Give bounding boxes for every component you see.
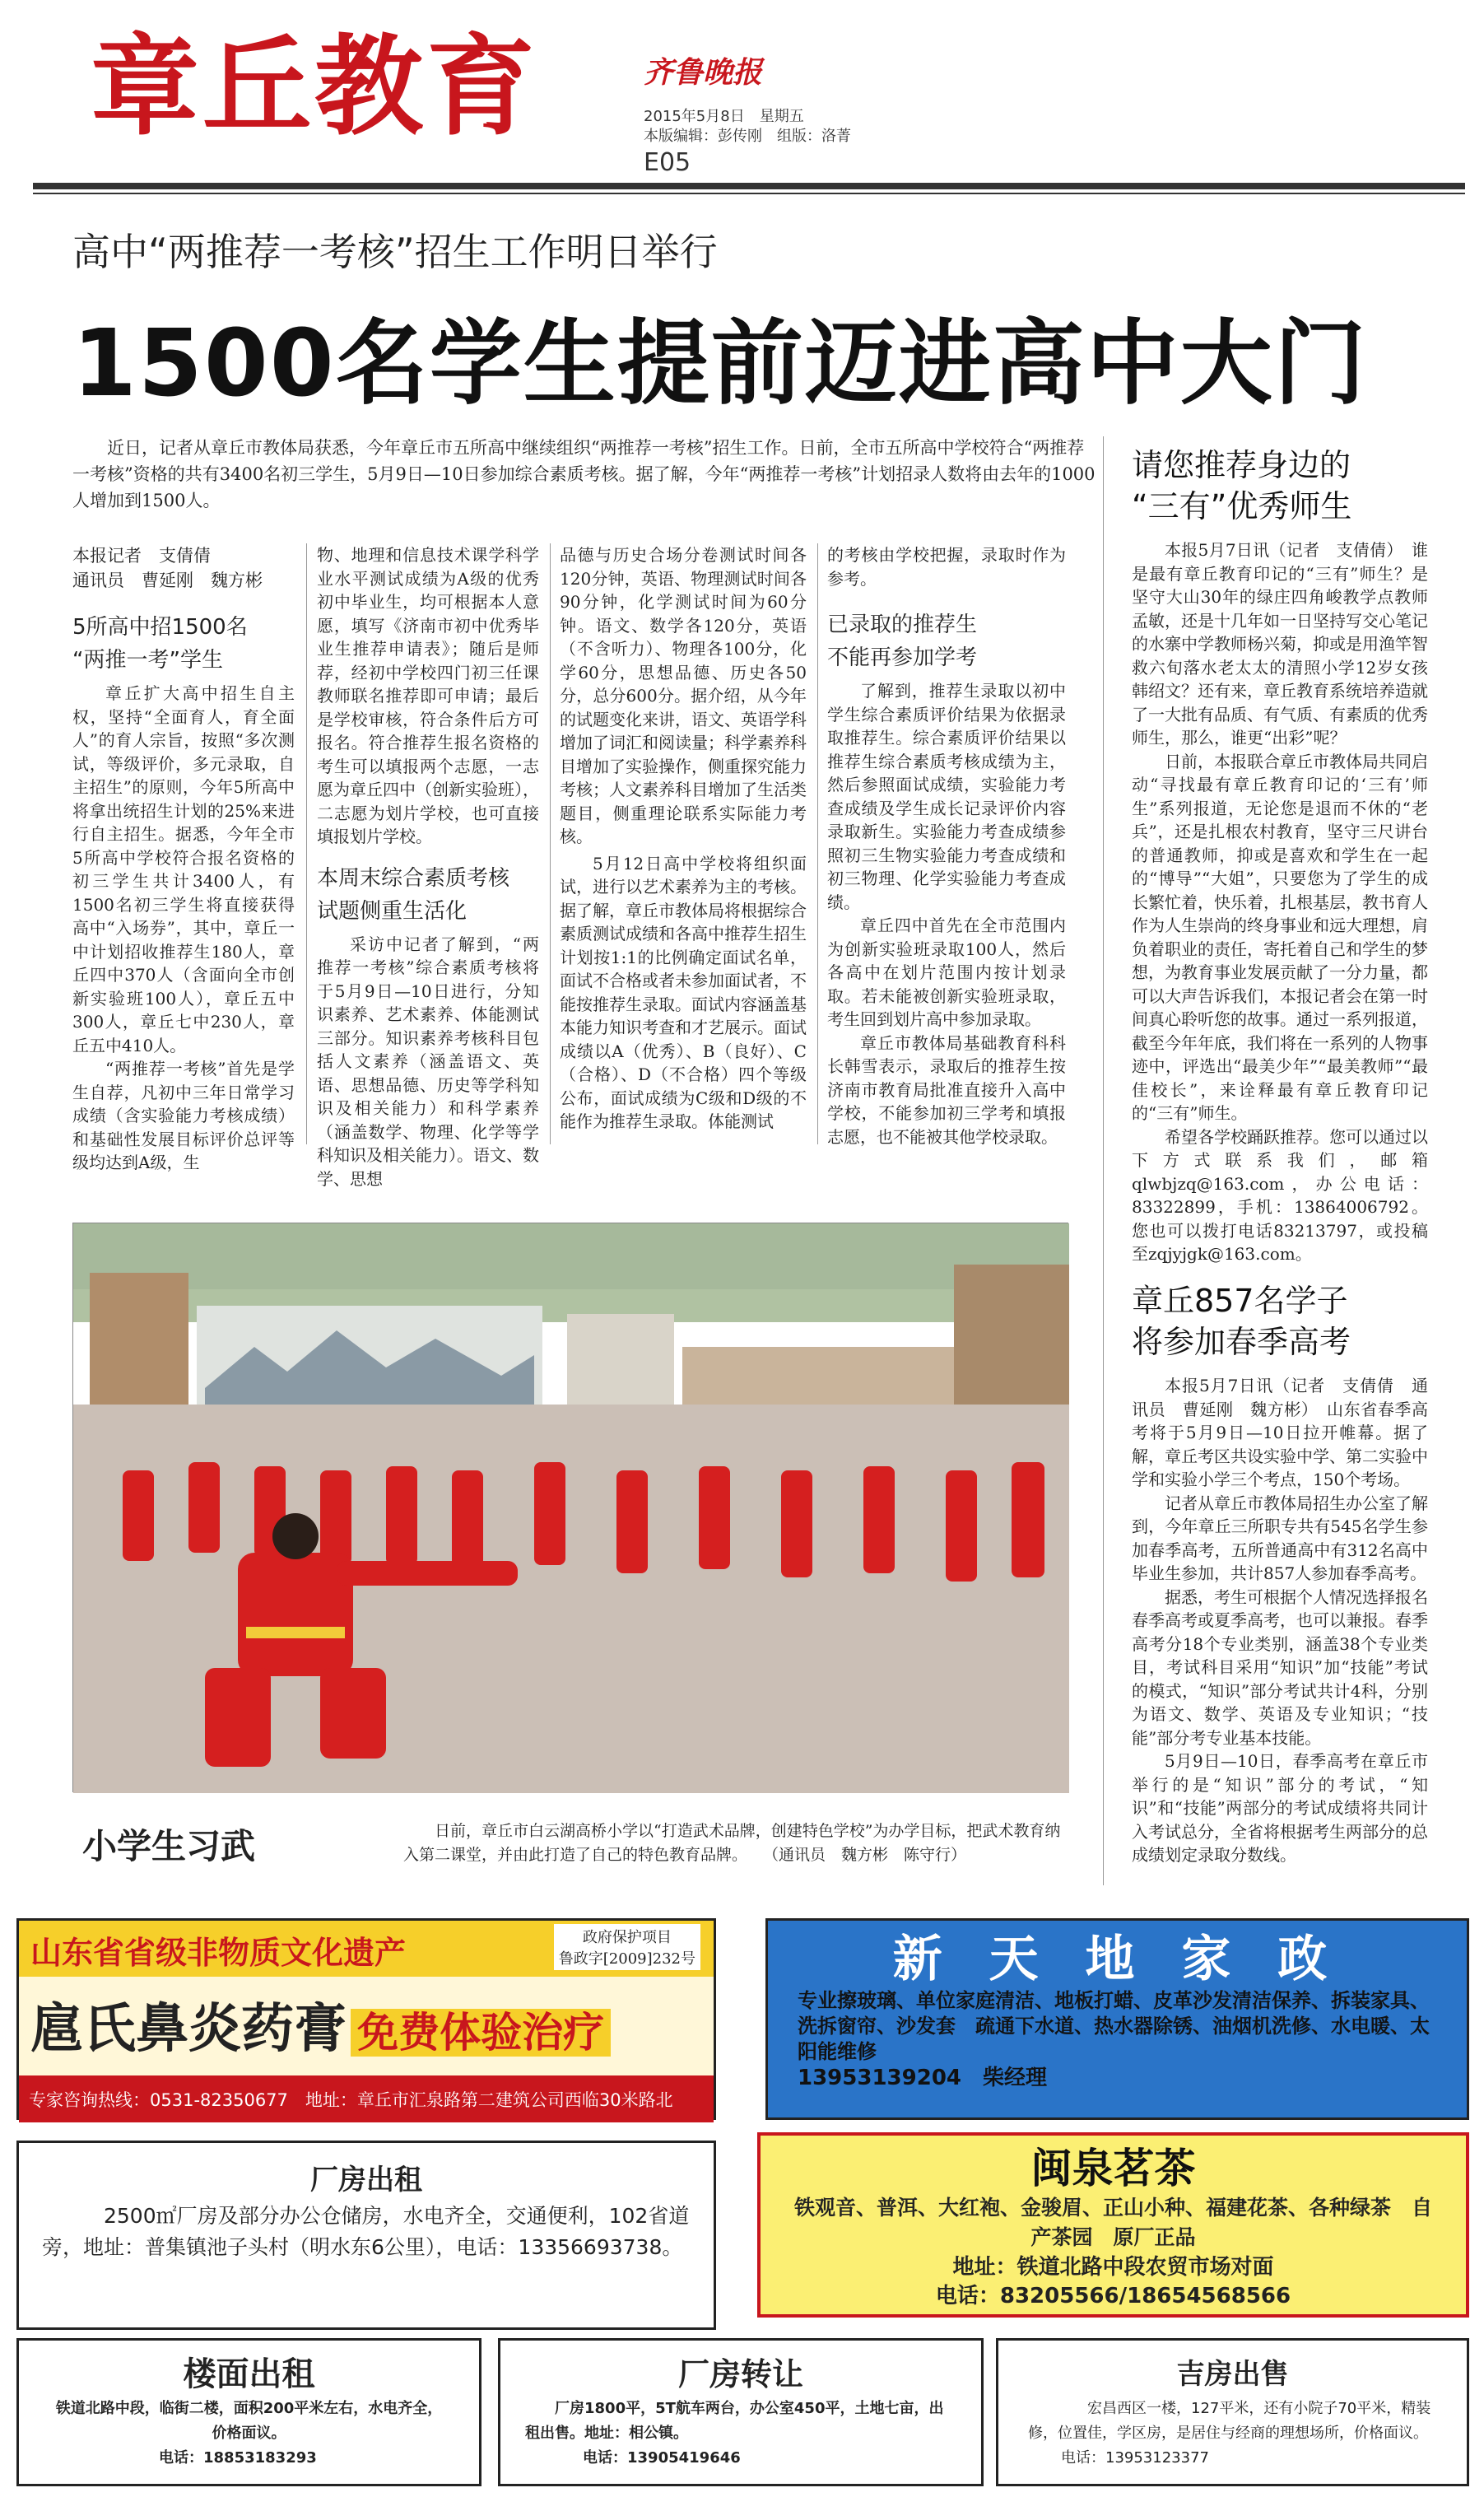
issue-date: 2015年5月8日 星期五 — [644, 108, 804, 125]
right-headline: “三有”优秀师生 — [1132, 488, 1352, 524]
header-rule — [33, 183, 1465, 189]
ad-gov-number: 鲁政字[2009]232号 — [558, 1950, 695, 1968]
paragraph: 5月9日—10日，春季高考在章丘市举行的是“知识”部分的考试，“知识”和“技能”两部分的考试成绩将共同计入考试总分，全省将根据考生两部分的总成绩划定录取分数线。 — [1132, 1751, 1428, 1865]
article-column-3 — [560, 543, 807, 1144]
ad-phone: 13953139204 柴经理 — [798, 2066, 1047, 2090]
section-heading: 试题侧重生活化 — [317, 898, 468, 924]
paragraph: 品德与历史合场分卷测试时间各120分钟，英语、物理测试时间各90分钟，化学测试时间为60分钟。语文、数学各120分，英语（不含听力）、物理各100分，化学60分，思想品德、历史各50分，总分600分。据介绍，从今年的试题变化来讲，语文、英语学科增加了词汇和阅读量；科学素养科目增加了实验操作，侧重探究能力考核；人文素养科目增加了生活类题目，侧重理论联系实际能力考核。 — [560, 545, 807, 846]
paragraph: 记者从章丘市教体局招生办公室了解到，今年章丘三所职专共有545名学生参加春季高考，五所普通高中有312名高中毕业生参加，共计857人参加春季高考。 — [1132, 1493, 1428, 1583]
newspaper-logo: 齐鲁晚报 — [644, 55, 763, 90]
byline-correspondent: 通讯员 曹延刚 魏方彬 — [72, 571, 263, 590]
column-divider — [817, 543, 818, 1144]
right-headline: 将参加春季高考 — [1132, 1324, 1351, 1360]
byline-reporter: 本报记者 支倩倩 — [72, 546, 211, 566]
header-rule-thin — [33, 193, 1465, 194]
ad-title: 厂房转让 — [677, 2356, 803, 2392]
article-column-2 — [317, 543, 539, 1189]
article-column-4 — [827, 543, 1066, 1147]
ad-body: 宏昌西区一楼，127平米，还有小院子70平米，精装修，位置佳，学区房，是居住与经商的理想场所，价格面议。 — [1028, 2400, 1431, 2442]
ad-gov-label — [554, 1924, 700, 1970]
ad-free-trial: 免费体验治疗 — [351, 2009, 611, 2057]
section-heading: 5所高中招1500名 — [72, 615, 248, 640]
ad-product-strip — [19, 1977, 714, 2075]
paragraph: 本报5月7日讯（记者 支倩倩 通讯员 曹延刚 魏方彬） 山东省春季高考将于5月9日—10日拉开帷幕。据了解，章丘考区共设实验中学、第二实验中学和实验小学三个考点，150个考场。 — [1132, 1376, 1428, 1489]
ad-factory-rent[interactable] — [16, 2141, 716, 2330]
page-number: E05 — [644, 148, 691, 177]
paragraph: 章丘扩大高中招生自主权，坚持“全面育人，育全面人”的育人宗旨，按照“多次测试，等级评价，多元录取，自主招生”的原则，今年5所高中将拿出统招生计划的25%来进行自主招生。据悉，今年全市5所高中学校符合报名资格的初三学生共计3400人，有1500名初三学生将直接获得高中“入场券”，其中，章丘一中计划招收推荐生180人，章丘四中370人（含面向全市创新实验班100人），章丘五中300人，章丘七中230人，章丘五中410人。 — [72, 683, 295, 1055]
ad-floor-rent[interactable] — [16, 2338, 481, 2486]
article-column-1 — [72, 543, 295, 1172]
section-heading: 本周末综合素质考核 — [317, 865, 510, 891]
paragraph: 日前，本报联合章丘市教体局共同启动“寻找最有章丘教育印记的‘三有’师生”系列报道，无论您是退而不休的“老兵”，还是扎根农村教育，坚守三尺讲台的普通教师，抑或是喜欢和学生在一起的“博导”“大姐”，只要您为了学生的成长繁忙着，快乐着，扎根基层，教书育人作为人生崇尚的终身事业和远大理想，肩负着职业的责任，寄托着自己和学生的梦想，为教育事业发展贡献了一分力量，都可以大声告诉我们，本报记者会在第一时间真心聆听您的故事。通过一系列报道，截至今年年底，我们将在一系列的人物事迹中，评选出“最美少年”“最美教师”“最佳校长”，来诠释最有章丘教育印记的“三有”师生。 — [1132, 751, 1428, 1123]
section-heading: 已录取的推荐生 — [827, 613, 978, 637]
issue-meta — [644, 107, 851, 147]
editor-line: 本版编辑：彭传刚 组版：洛菁 — [644, 128, 851, 145]
paragraph: 物、地理和信息技术课学科学业水平测试成绩为A级的优秀初中毕业生，均可根据本人意愿，填写《济南市初中优秀毕业生推荐申请表》；随后是师荐，经初中学校四门初三任课教师联名推荐即可申请；最后是学校审核，符合条件后方可报名。符合推荐生报名资格的考生可以填报两个志愿，一志愿为章丘四中（创新实验班），二志愿为划片学校，也可直接填报划片学校。 — [317, 545, 539, 846]
paragraph: 的考核由学校把握，录取时作为参考。 — [827, 545, 1066, 589]
ad-title: 闽泉茗茶 — [1030, 2145, 1196, 2192]
ad-header-strip — [19, 1921, 714, 1977]
column-divider — [550, 543, 551, 1144]
ad-phone: 电话：13953123377 — [1061, 2449, 1209, 2467]
paragraph: 本报5月7日讯（记者 支倩倩） 谁是最有章丘教育印记的“三有”师生？是坚守大山30年的绿庄四角峻教学点教师孟敏，还是十几年如一日坚持写交心笔记的水寨中学教师杨兴菊，抑或是用渔竿智救六旬落水老太太的清照小学12岁女孩韩绍文？还有来，章丘教育系统培养造就了一大批有品质、有气质、有素质的优秀师生，那么，谁更“出彩”呢？ — [1132, 540, 1428, 748]
right-article-1 — [1132, 445, 1428, 1264]
ad-title: 吉房出售 — [1176, 2358, 1289, 2391]
ad-body: 铁道北路中段，临街二楼，面积200平米左右，水电齐全，价格面议。 — [55, 2400, 443, 2442]
ad-product-name: 扈氏鼻炎药膏 — [30, 1999, 347, 2060]
right-headline: 章丘857名学子 — [1132, 1283, 1348, 1319]
ad-tea[interactable] — [757, 2132, 1469, 2318]
ad-contact: 专家咨询热线：0531-82350677 地址：章丘市汇泉路第二建筑公司西临30米路北 — [19, 2075, 714, 2122]
ad-phone: 电话：18853183293 — [159, 2449, 317, 2467]
ad-body: 2500㎡厂房及部分办公仓储房，水电齐全，交通便利，102省道旁，地址：普集镇池子头村（明水东6公里），电话：13356693738。 — [42, 2204, 690, 2259]
paragraph: 章丘市教体局基础教育科科长韩雪表示，录取后的推荐生按济南市教育局批准直接升入高中学校，不能参加初三学考和填报志愿，也不能被其他学校录取。 — [827, 1032, 1066, 1147]
photo-caption: 日前，章丘市白云湖高桥小学以“打造武术品牌，创建特色学校”为办学目标，把武术教育纳入第二课堂，并由此打造了自己的特色教育品牌。 （通讯员 魏方彬 陈守行） — [403, 1822, 1061, 1864]
ad-phone: 电话：83205566/18654568566 — [935, 2284, 1291, 2308]
ad-body: 厂房1800平，5T航车两台，办公室450平，土地七亩，出租出售。地址：相公镇。 — [525, 2400, 944, 2442]
ad-house-sale[interactable] — [996, 2338, 1469, 2486]
section-heading: “两推一考”学生 — [72, 648, 223, 673]
column-divider — [1103, 436, 1104, 1885]
paragraph: 5月12日高中学校将组织面试，进行以艺术素养为主的考核。据了解，章丘市教体局将根据综合素质测试成绩和各高中推荐生招生计划按1:1的比例确定面试名单，面试不合格或者未参加面试者，不能按推荐生录取。面试内容涵盖基本能力知识考查和才艺展示。面试成绩以A（优秀）、B（良好）、C（合格）、D（不合格）四个等级公布，面试成绩为C级和D级的不能作为推荐生录取。体能测试 — [560, 853, 807, 1131]
ad-title: 楼面出租 — [183, 2355, 315, 2393]
photo-caption-title: 小学生习武 — [82, 1826, 256, 1866]
paragraph: 采访中记者了解到，“两推荐一考核”综合素质考核将于5月9日—10日进行，分知识素养、艺术素养、体能测试三部分。知识素养考核科目包括人文素养（涵盖语文、英语、思想品德、历史等学科知识及相关能力）和科学素养（涵盖数学、物理、化学等学科知识及相关能力）。语文、数学、思想 — [317, 934, 539, 1189]
column-divider — [306, 543, 307, 1144]
article-subhead: 高中“两推荐一考核”招生工作明日举行 — [72, 230, 718, 274]
paragraph: 了解到，推荐生录取以初中学生综合素质评价结果为依据录取推荐生。综合素质评价结果以推荐生综合素质考核成绩为主，然后参照面试成绩，实验能力考查成绩及学生成长记录评价内容录取新生。实验能力考查成绩参照初三生物实验能力考查成绩和初三物理、化学实验能力考查成绩。 — [827, 681, 1066, 912]
paragraph: 章丘四中首先在全市范围内为创新实验班录取100人，然后各高中在划片范围内按计划录取。若未能被创新实验班录取，考生回到划片高中参加录取。 — [827, 915, 1066, 1029]
right-headline: 请您推荐身边的 — [1132, 447, 1351, 483]
paragraph: “两推荐一考核”首先是学生自荐，凡初中三年日常学习成绩（含实验能力考核成绩）和基础性发展目标评价总评等级均达到A级，生 — [72, 1059, 295, 1172]
paragraph: 希望各学校踊跃推荐。您可以通过以下方式联系我们，邮箱qlwbjzq@163.com，办公电话：83322899，手机：13864006792。您也可以拨打电话83213797，或投稿至zqjyjgk@163.com。 — [1132, 1126, 1428, 1264]
masthead-title: 章丘教育 — [91, 24, 538, 151]
section-heading: 不能再参加学考 — [827, 645, 978, 670]
ad-address: 地址：铁道北路中段农贸市场对面 — [952, 2255, 1274, 2280]
ad-phone: 电话：13905419646 — [583, 2449, 741, 2467]
ad-title: 新 天 地 家 政 — [892, 1931, 1342, 1988]
paragraph: 据悉，考生可根据个人情况选择报名春季高考或夏季高考，也可以兼报。春季高考分18个专业类别，涵盖38个专业类目，考试科目采用“知识”加“技能”考试的模式，“知识”部分考试共计4科，分别为语文、数学、英语及专业知识；“技能”部分考专业基本技能。 — [1132, 1586, 1428, 1748]
ad-body: 铁观音、普洱、大红袍、金骏眉、正山小种、福建花茶、各种绿茶 自产茶园 原厂正品 — [793, 2196, 1432, 2249]
martial-arts-photo — [72, 1223, 1068, 1792]
ad-nasal-medicine[interactable] — [16, 1918, 716, 2120]
ad-factory-transfer[interactable] — [498, 2338, 984, 2486]
article-headline: 1500名学生提前迈进高中大门 — [72, 310, 1368, 417]
article-lead: 近日，记者从章丘市教体局获悉，今年章丘市五所高中继续组织“两推荐一考核”招生工作。日前，全市五所高中学校符合“两推荐一考核”资格的共有3400名初三学生，5月9日—10日参加综合素质考核。据了解，今年“两推荐一考核”计划招录人数将由去年的1000人增加到1500人。 — [72, 438, 1096, 510]
ad-services: 专业擦玻璃、单位家庭清洁、地板打蜡、皮革沙发清洁保养、拆装家具、洗拆窗帘、沙发套 疏通下水道、热水器除锈、油烟机洗修、水电暖、太阳能维修 — [798, 1989, 1430, 2063]
ad-heritage-line: 山东省省级非物质文化遗产 — [30, 1935, 407, 1971]
right-article-2 — [1132, 1280, 1428, 1889]
ad-housekeeping[interactable] — [765, 1918, 1469, 2120]
ad-gov-project: 政府保护项目 — [582, 1929, 672, 1946]
ad-title: 厂房出租 — [310, 2164, 422, 2197]
